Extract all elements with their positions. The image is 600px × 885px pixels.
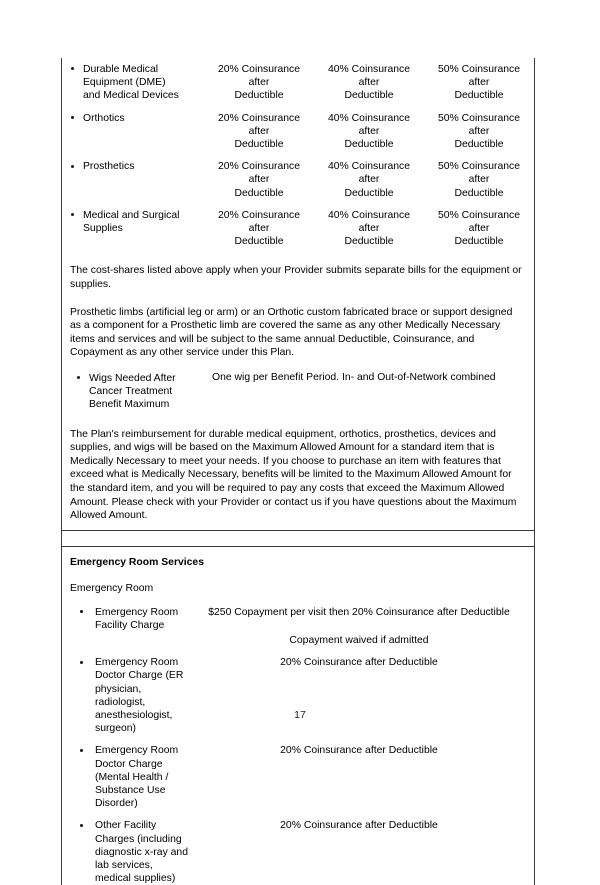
- benefit-value-line: Deductible: [454, 139, 504, 151]
- benefit-value-cell: [314, 112, 424, 152]
- benefit-value-line: Deductible: [454, 187, 504, 199]
- benefit-value-line: 20% Coinsurance after: [217, 209, 301, 235]
- benefit-value-line: Deductible: [234, 236, 284, 248]
- wigs-name-cell: [62, 372, 210, 412]
- er-sub-value: Copayment waived if admitted: [289, 634, 429, 646]
- er-name-line: medical supplies): [95, 873, 176, 885]
- er-name-line: Emergency Room: [95, 606, 179, 618]
- er-value-cell: [192, 606, 534, 647]
- section-sublabel-emergency-room: Emergency Room: [70, 582, 154, 594]
- er-name: [70, 606, 192, 632]
- benefit-row-wigs: [62, 362, 534, 416]
- er-name-line: surgeon): [95, 723, 137, 735]
- benefit-value-cell: [424, 160, 534, 200]
- bullet-icon: [80, 824, 83, 827]
- er-name-line: Doctor Charge (ER: [95, 670, 184, 682]
- benefit-value-cell: [314, 209, 424, 249]
- er-name-line: anesthesiologist,: [95, 709, 173, 721]
- benefit-value-cell: [204, 112, 314, 152]
- note-prosthetic-limbs: Prosthetic limbs (artificial leg or arm) or an Orthotic custom fabricated brace or support designed as a component for a Prosthetic limb are covered the same as any other Medically Necessary items and services and will be subject to the same annual Deductible, Coinsurance, and Copayment as any other service under this Plan.: [70, 306, 513, 359]
- benefit-value-line: Deductible: [234, 90, 284, 102]
- benefit-value-line: Deductible: [234, 139, 284, 151]
- er-name-line: Emergency Room: [95, 745, 179, 757]
- benefit-value-line: 40% Coinsurance after: [327, 112, 411, 137]
- benefit-value-line: Deductible: [454, 90, 504, 102]
- wigs-bullet: [76, 372, 210, 412]
- benefit-value-cell: [424, 63, 534, 103]
- er-name-line: radiologist,: [95, 696, 146, 708]
- er-value-cell: [192, 656, 534, 669]
- bullet-icon: [77, 376, 80, 379]
- benefit-name: [70, 63, 204, 103]
- er-name: [70, 819, 192, 885]
- benefit-name-cell: [62, 160, 204, 173]
- er-name-line: Emergency Room: [95, 657, 179, 669]
- benefit-value-line: 50% Coinsurance after: [437, 161, 521, 186]
- benefit-value-line: 50% Coinsurance after: [437, 112, 521, 137]
- benefit-name-line: Prosthetics: [83, 161, 135, 173]
- note-reimbursement: The Plan's reimbursement for durable medical equipment, orthotics, prosthetics, devices and supplies, and wigs will be based on the Maximum Allowed Amount for a standard item that is Medically Necessary to meet your needs. If you choose to purchase an item with features that exceed what is Medically Necessary, benefits will be limited to the Maximum Allowed Amount for the standard item, and you will be required to pay any costs that exceed the Maximum Allowed Amount. Please check with your Provider or contact us if you have questions about the Maximum Allowed Amount.: [70, 428, 517, 522]
- benefit-value-line: 20% Coinsurance after: [217, 64, 301, 89]
- bullet-icon: [71, 116, 74, 119]
- benefit-value-line: 20% Coinsurance after: [217, 112, 301, 137]
- er-name-line: Disorder): [95, 798, 138, 810]
- benefit-value-line: Deductible: [344, 236, 394, 248]
- table-row: [62, 204, 534, 253]
- bullet-icon: [80, 610, 83, 613]
- er-name-line: Facility Charge: [95, 619, 165, 631]
- benefit-name-line: Orthotics: [83, 112, 125, 124]
- benefit-name-line: Medical and Surgical: [83, 209, 180, 221]
- er-name-cell: [62, 744, 192, 810]
- er-name-line: Other Facility: [95, 820, 157, 832]
- er-name-line: (Mental Health /: [95, 771, 169, 783]
- wigs-label-line-2: Benefit Maximum: [89, 399, 170, 411]
- table-row: [62, 810, 534, 885]
- section-spacer-row: [61, 530, 535, 547]
- bullet-icon: [80, 749, 83, 752]
- benefit-value-line: 20% Coinsurance after: [217, 161, 301, 186]
- bullet-icon: [71, 165, 74, 168]
- benefit-name: [70, 209, 204, 235]
- benefit-name-line: Durable Medical: [83, 64, 159, 75]
- page-number: 17: [294, 709, 306, 721]
- table-row: [62, 107, 534, 156]
- benefit-value-cell: [204, 209, 314, 249]
- benefit-value-line: 40% Coinsurance after: [327, 64, 411, 89]
- table-row: [62, 58, 534, 107]
- table-row: [62, 647, 534, 735]
- er-value: 20% Coinsurance after Deductible: [280, 745, 438, 757]
- bullet-icon: [71, 67, 74, 70]
- benefit-name-cell: [62, 112, 204, 125]
- bullet-icon: [71, 213, 74, 216]
- er-name-cell: [62, 606, 192, 632]
- benefit-value-cell: [314, 63, 424, 103]
- benefit-value-line: Deductible: [344, 187, 394, 199]
- er-name-line: physician,: [95, 683, 142, 695]
- benefit-value-cell: [204, 63, 314, 103]
- benefit-value-line: Deductible: [454, 236, 504, 248]
- er-name-line: Substance Use: [95, 785, 166, 796]
- er-name: [70, 656, 192, 735]
- benefit-name-cell: [62, 209, 204, 235]
- er-name: [70, 744, 192, 810]
- benefit-value-line: Deductible: [344, 139, 394, 151]
- note-cost-shares: The cost-shares listed above apply when your Provider submits separate bills for the equipment or supplies.: [70, 265, 522, 291]
- er-value-cell: [192, 819, 534, 832]
- benefit-rows-group: [62, 58, 534, 252]
- benefit-value-cell: [204, 160, 314, 200]
- benefit-name-line: and Medical Devices: [83, 90, 179, 102]
- benefit-value-line: Deductible: [234, 187, 284, 199]
- er-name-line: Charges (including: [95, 833, 182, 845]
- er-name-line: lab services,: [95, 860, 153, 872]
- benefit-name-line: Supplies: [83, 223, 123, 235]
- wigs-value: One wig per Benefit Period. In- and Out-of-Network combined: [212, 372, 496, 383]
- table-row: [62, 735, 534, 810]
- benefit-table-block: [61, 58, 535, 530]
- table-row: [62, 597, 534, 647]
- benefit-value-line: Deductible: [344, 90, 394, 102]
- er-value: 20% Coinsurance after Deductible: [280, 820, 438, 832]
- benefit-name-cell: [62, 63, 204, 103]
- benefit-name: [70, 160, 204, 173]
- benefit-value-cell: [424, 112, 534, 152]
- wigs-label-line-1: Cancer Treatment: [89, 386, 173, 398]
- er-name-line: Doctor Charge: [95, 758, 163, 770]
- section-title-emergency-room: Emergency Room Services: [70, 556, 204, 568]
- benefit-value-line: 40% Coinsurance after: [327, 161, 411, 186]
- er-name-line: diagnostic x-ray and: [95, 846, 188, 858]
- table-row: [62, 155, 534, 204]
- bullet-icon: [80, 661, 83, 664]
- emergency-room-rows-group: [62, 597, 534, 885]
- benefit-value-line: 50% Coinsurance after: [437, 64, 521, 89]
- benefit-name-line: Equipment (DME): [83, 77, 166, 89]
- er-name-cell: [62, 819, 192, 885]
- er-value: 20% Coinsurance after Deductible: [280, 657, 438, 669]
- er-name-cell: [62, 656, 192, 735]
- benefit-value-line: 40% Coinsurance after: [327, 209, 411, 235]
- benefit-value-cell: [424, 209, 534, 249]
- wigs-label-line-0: Wigs Needed After: [89, 373, 176, 384]
- benefit-value-cell: [314, 160, 424, 200]
- benefit-value-line: 50% Coinsurance after: [437, 209, 521, 235]
- er-value: $250 Copayment per visit then 20% Coinsurance after Deductible: [208, 606, 510, 618]
- benefit-name: [70, 112, 204, 125]
- er-value-cell: [192, 744, 534, 757]
